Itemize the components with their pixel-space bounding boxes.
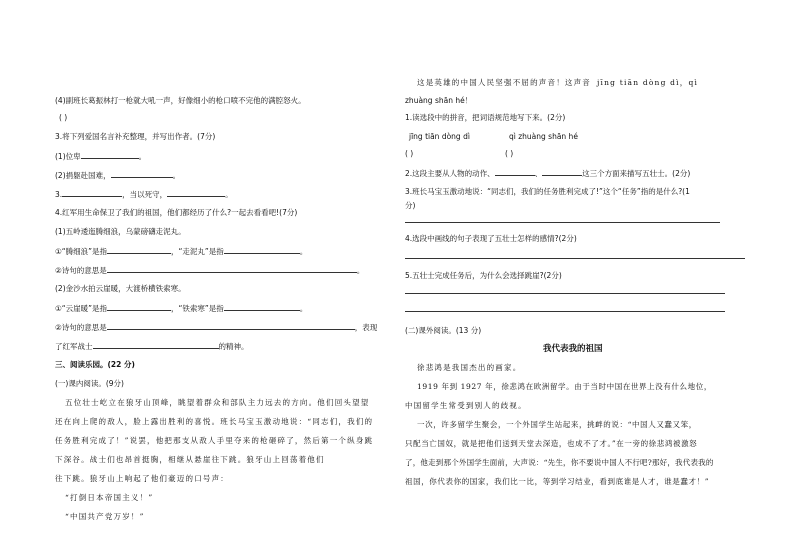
- answer-blank[interactable]: [93, 341, 219, 349]
- question-3-cont: 分): [405, 201, 416, 210]
- pinyin-2: qì zhuàng shān hé: [509, 132, 578, 141]
- passage-line: 五位壮士屹立在狼牙山顶峰，眺望着群众和部队主力远去的方向。他们回头望望: [65, 398, 370, 407]
- section-3-heading: 三、阅读乐园。(22 分): [55, 360, 135, 369]
- q3-item-1: (1)位卑 。: [55, 152, 147, 161]
- question-5: 5.五壮士完成任务后，为什么会选择跳崖?(2分): [405, 271, 562, 280]
- answer-blank[interactable]: [224, 246, 300, 254]
- answer-blank[interactable]: [107, 265, 357, 273]
- answer-paren[interactable]: ( ): [505, 149, 514, 158]
- question-4: 4.红军用生命保卫了我们的祖国，他们都经历了什么?一起去看看吧!(7分): [55, 208, 298, 217]
- q4-1-b: ②诗句的意思是 。: [55, 266, 365, 275]
- passage-line: 往下跳。狼牙山上响起了他们豪迈的口号声：: [55, 474, 229, 483]
- q3-item-3: 3. ，当以死守， 。: [55, 190, 233, 199]
- answer-line[interactable]: [405, 258, 745, 259]
- question-3: 3.将下列爱国名言补充整理，并写出作者。(7分): [55, 132, 216, 141]
- passage-line: 任务胜利完成了！”说罢，他把那支从敌人手里夺来的枪砸碎了，然后第一个纵身跳: [55, 436, 374, 445]
- answer-blank[interactable]: [167, 189, 225, 197]
- subsection-heading: (一)课内阅读。(9分): [55, 379, 124, 388]
- question-3: 3.班长马宝玉激动地说：“同志们，我们的任务胜利完成了!”这个“任务”指的是什么?(1: [405, 187, 690, 196]
- answer-blank[interactable]: [542, 168, 582, 176]
- poem-line-1: (1)五岭逶迤腾细浪，乌蒙磅礴走泥丸。: [55, 227, 186, 236]
- question-line: (4)副班长葛振林打一枪就大吼一声，好像细小的枪口喷不完他的满腔怒火。: [55, 96, 306, 105]
- passage-line: 下深谷。战士们也昂首挺胸，相继从悬崖往下跳。狼牙山上回荡着他们: [55, 455, 325, 464]
- pinyin-1: jīng tiān dòng dì: [409, 132, 470, 141]
- passage-line: 还在向上爬的敌人，脸上露出胜利的喜悦。班长马宝玉激动地说：“同志们，我们的: [55, 417, 374, 426]
- article-title: 我代表我的祖国: [543, 344, 603, 354]
- answer-line[interactable]: [405, 293, 725, 294]
- poem-line-2: (2)金沙水拍云崖暖，大渡桥横铁索寒。: [55, 284, 186, 293]
- slogan: “打倒日本帝国主义！”: [65, 493, 154, 502]
- q3-item-2: (2)捐躯赴国难， 。: [55, 171, 181, 180]
- question-2: 2.这段主要从人物的动作、 、 这三个方面来描写五壮士。(2分): [405, 169, 691, 178]
- question-4: 4.选段中画线的句子表现了五壮士怎样的感情?(2分): [405, 234, 577, 243]
- article-line: 祖国，你代表你的国家，我们比一比，等到学习结业，看到底谁是人才，谁是蠢才！”: [405, 477, 710, 486]
- article-line: 1919 年到 1927 年，徐悲鸿在欧洲留学。由于当时中国在世界上没有什么地位，: [417, 382, 712, 391]
- answer-blank[interactable]: [224, 303, 300, 311]
- article-line: 中国留学生常受到别人的歧视。: [405, 401, 527, 410]
- passage-line: 这是英雄的中国人民坚强不屈的声音！这声音 jīng tiān dòng dì，qì: [417, 78, 699, 87]
- question-1: 1.读选段中的拼音，把词语规范地写下来。(2分): [405, 113, 566, 122]
- answer-blank[interactable]: [81, 151, 139, 159]
- answer-blank[interactable]: [62, 189, 122, 197]
- q4-2-c: 了红军战士 的精神。: [55, 342, 249, 351]
- answer-blank[interactable]: [107, 303, 171, 311]
- answer-paren[interactable]: ( ): [405, 149, 414, 158]
- answer-blank[interactable]: [107, 322, 355, 330]
- answer-blank[interactable]: [495, 168, 535, 176]
- article-line: 徐悲鸿是我国杰出的画家。: [417, 363, 522, 372]
- article-line: 了，他走到那个外国学生面前，大声说：“先生，你不要说中国人不行吧?那好，我代表我的: [405, 458, 714, 467]
- answer-line[interactable]: [405, 311, 725, 312]
- answer-blank[interactable]: [107, 246, 171, 254]
- q4-1-a: ①“腾细浪”是指 ，“走泥丸”是指 。: [55, 247, 308, 256]
- q4-2-a: ①“云崖暖”是指 ，“铁索寒”是指 。: [55, 304, 308, 313]
- subsection-heading: (二)课外阅读。(13 分): [405, 326, 482, 335]
- answer-line[interactable]: [405, 222, 720, 223]
- q4-2-b: ②诗句的意思是 ，表现: [55, 323, 378, 332]
- pinyin-line: zhuàng shān hé！: [405, 96, 473, 105]
- answer-paren: ( ): [59, 113, 68, 122]
- answer-blank[interactable]: [111, 170, 173, 178]
- article-line: 一次，许多留学生聚会，一个外国学生站起来，挑衅的说：“中国人又蠢又笨，: [417, 420, 697, 429]
- slogan: “中国共产党万岁！”: [65, 512, 145, 521]
- article-line: 只配当亡国奴，就是把他们送到天堂去深造，也成不了才。”在一旁的徐悲鸿被激怒: [405, 439, 698, 448]
